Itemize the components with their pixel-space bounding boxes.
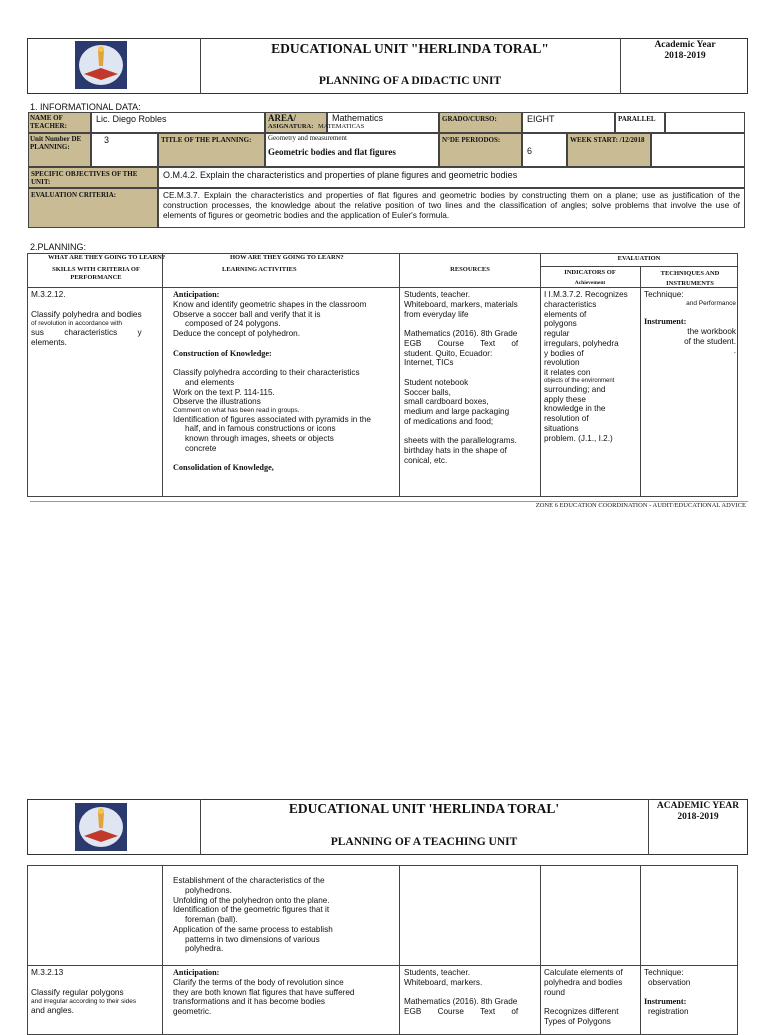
activity-line: Observe a soccer ball and verify that it is <box>173 309 321 319</box>
activity-line: patterns in two dimensions of various <box>185 934 320 944</box>
resource-line: from everyday life <box>404 309 469 319</box>
school-logo-icon <box>74 802 152 850</box>
indicator-line: elements of <box>544 309 587 319</box>
skills-cell <box>31 968 159 1016</box>
resource-line: conical, etc. <box>404 455 448 465</box>
title-label: TITLE OF THE PLANNING: <box>158 133 265 167</box>
col-divider <box>399 865 400 1035</box>
activity-line: Identification of figures associated with pyramids in the <box>173 414 371 424</box>
resource-line: of medications and food; <box>404 416 494 426</box>
activity-line: foreman (ball). <box>185 915 238 924</box>
indicator-line: regular <box>544 329 570 338</box>
activity-line: known through images, sheets or objects <box>185 434 334 444</box>
skill-text: and angles. <box>31 1004 74 1015</box>
col-learn-question: WHAT ARE THEY GOING TO LEARN? <box>48 254 166 261</box>
activities-cell <box>173 968 395 1017</box>
resource-line: Mathematics (2016). 8th Grade <box>404 997 518 1007</box>
criteria-label: EVALUATION CRITERIA: <box>28 188 158 228</box>
info-section-title: 1. INFORMATIONAL DATA: <box>30 102 141 112</box>
resource-line: Students, teacher. <box>404 290 470 299</box>
instrument-heading: Instrument: <box>644 317 687 327</box>
col-how-question: HOW ARE THEY GOING TO LEARN? <box>230 254 344 261</box>
year-value: 2018-2019 <box>677 812 719 822</box>
resources-cell <box>404 968 540 1017</box>
indicator-spacer <box>544 997 640 1007</box>
resource-line: medium and large packaging <box>404 407 510 416</box>
resource-line: Soccer balls, <box>404 387 451 397</box>
indicator-line: resolution of <box>544 414 589 424</box>
skill-text: and irregular according to their sides <box>31 997 137 1005</box>
planning-section-title: 2.PLANNING: <box>30 242 87 252</box>
activity-line: geometric. <box>173 1007 212 1016</box>
skills-cell <box>31 290 159 348</box>
unit-subtitle: PLANNING OF A DIDACTIC UNIT <box>318 75 502 87</box>
activity-line: transformations and it has become bodies <box>173 997 326 1007</box>
resource-line: Mathematics (2016). 8th Grade <box>404 329 518 338</box>
activity-line: Clarify the terms of the body of revolution since <box>173 977 344 987</box>
indicator-line: apply these <box>544 394 586 404</box>
unit-value: 3 <box>91 133 158 167</box>
activity-line: Deduce the concept of polyhedron. <box>173 329 300 338</box>
indicator-line: situations <box>544 423 579 433</box>
indicator-line: Recognizes different <box>544 1007 619 1016</box>
technique-line: the workbook <box>687 326 736 336</box>
technique-line: registration <box>648 1007 689 1016</box>
col-divider <box>540 865 541 1035</box>
activity-line: Observe the illustrations <box>173 397 261 407</box>
indicator-line: it relates con <box>544 368 591 377</box>
techniques-cell <box>644 290 736 356</box>
col-skills: SKILLS WITH CRITERIA OF PERFORMANCE <box>52 266 140 282</box>
col-achievement: Achievement <box>574 280 606 286</box>
school-logo-icon <box>74 40 152 88</box>
criteria-text: CE.M.3.7. Explain the characteristics and properties of flat figures and geometric bodies by constructing them on a plane; use as justification of the construction processes, the knowledge about the relative position of two lines and the classification of angles; solve problems that involve the use of elements of figures or geometric bodies and the application of Euler's formula. <box>158 188 745 228</box>
col-divider <box>640 865 641 1035</box>
activity-line: they are both known flat figures that have suffered <box>173 987 355 997</box>
year-label: ACADEMIC YEAR <box>656 801 740 811</box>
unit-label: Unit Number DE PLANNING: <box>28 133 91 167</box>
activity-spacer <box>173 454 395 464</box>
activity-line: concrete <box>185 443 217 453</box>
col-resources: RESOURCES <box>450 266 490 273</box>
teacher-label: NAME OF TEACHER: <box>28 112 91 133</box>
skill-text: of revolution in accordance with <box>31 319 123 327</box>
resource-line: sheets with the parallelograms. <box>404 436 517 446</box>
area-value-es: MATEMATICAS <box>318 123 365 130</box>
week-label: WEEK START: /12/2018 <box>567 133 651 167</box>
indicator-line: polygons <box>544 319 577 329</box>
indicator-line: y bodies of <box>544 348 584 358</box>
resource-spacer <box>404 319 540 329</box>
grade-label: GRADO/CURSO: <box>439 112 522 133</box>
resource-line: Student notebook <box>404 377 469 387</box>
unit-subtitle: PLANNING OF A TEACHING UNIT <box>330 836 518 848</box>
activity-line: Classify polyhedra according to their characteristics <box>173 368 360 377</box>
skill-code: M.3.2.13 <box>31 967 64 977</box>
col-divider <box>162 253 163 497</box>
resources-cell <box>404 290 540 466</box>
header-divider <box>648 799 649 855</box>
col-divider <box>399 253 400 497</box>
resource-spacer <box>404 427 540 437</box>
technique-line: Technique: <box>644 968 684 977</box>
instrument-heading: Instrument: <box>644 997 687 1007</box>
activity-spacer <box>173 339 395 349</box>
indicator-line: I I.M.3.7.2. Recognizes <box>544 290 628 299</box>
planning-title: Geometric bodies and flat figures <box>268 147 396 157</box>
indicators-cell <box>544 968 640 1027</box>
indicator-line: Types of Polygons <box>544 1016 611 1026</box>
activities-cell <box>173 290 395 473</box>
resource-line: Internet, TICs <box>404 358 454 368</box>
activity-line: Establishment of the characteristics of the <box>173 876 325 885</box>
activity-line: Know and identify geometric shapes in the classroom <box>173 299 367 309</box>
technique-line: Technique: <box>644 290 684 299</box>
activity-line: polyhedra. <box>185 944 224 954</box>
technique-line: and Performance <box>686 299 736 307</box>
resource-spacer <box>404 988 540 998</box>
indicator-line: characteristics <box>544 299 597 309</box>
activity-line: half, and in famous constructions or icons <box>185 424 336 434</box>
week-value <box>651 133 745 167</box>
page-footer: ZONE 6 EDUCATION COORDINATION - AUDIT/EDUCATIONAL ADVICE <box>535 502 746 509</box>
year-value: 2018-2019 <box>664 51 706 61</box>
area-value: Mathematics <box>332 113 384 123</box>
consolidation-heading: Consolidation of Knowledge, <box>173 463 274 473</box>
skill-text: Classify regular polygons <box>31 986 124 997</box>
objectives-label: SPECIFIC OBJECTIVES OF THE UNIT: <box>28 167 158 188</box>
parallel-value <box>665 112 745 133</box>
resource-line: Whiteboard, markers. <box>404 977 483 987</box>
activity-line: Work on the text P. 114-115. <box>173 387 275 397</box>
indicator-line: objects of the environment <box>544 377 615 384</box>
skill-text: sus characteristics y <box>31 326 142 337</box>
activity-line: polyhedrons. <box>185 885 232 895</box>
indicator-line: round <box>544 987 565 997</box>
indicator-line: knowledge in the <box>544 404 606 414</box>
skill-text: Classify polyhedra and bodies <box>31 308 142 319</box>
school-title: EDUCATIONAL UNIT "HERLINDA TORAL" <box>271 41 549 56</box>
resource-line: small cardboard boxes, <box>404 397 489 407</box>
header-divider <box>620 38 621 94</box>
resource-line: birthday hats in the shape of <box>404 446 507 455</box>
teacher-value: Lic. Diego Robles <box>91 112 265 133</box>
row-divider <box>27 965 738 966</box>
activity-line: Identification of the geometric figures that it <box>173 905 330 915</box>
resource-spacer <box>404 368 540 378</box>
technique-line: observation <box>648 977 691 987</box>
resource-line: EGB Course Text of <box>404 338 519 348</box>
school-title: EDUCATIONAL UNIT 'HERLINDA TORAL' <box>288 801 560 816</box>
col-divider <box>640 266 641 497</box>
techniques-cell <box>644 968 736 1017</box>
indicator-line: revolution <box>544 358 580 368</box>
year-label: Academic Year <box>654 40 716 50</box>
grade-value: EIGHT <box>522 112 615 133</box>
indicator-line: Calculate elements of <box>544 968 623 977</box>
technique-spacer <box>644 988 736 998</box>
area-label2: ASIGNATURA: <box>268 123 314 130</box>
anticipation-heading: Anticipation: <box>173 968 220 977</box>
indicator-line: problem. (J.1., I.2.) <box>544 433 613 443</box>
skill-text: elements. <box>31 336 67 347</box>
resource-line: Whiteboard, markers, materials <box>404 299 518 309</box>
technique-spacer <box>644 307 736 317</box>
construction-heading: Construction of Knowledge: <box>173 348 272 358</box>
col-divider <box>162 865 163 1035</box>
resource-line: student. Quito, Ecuador: <box>404 348 493 358</box>
skill-code: M.3.2.12. <box>31 289 66 299</box>
activities-continued <box>173 876 395 954</box>
objectives-text: O.M.4.2. Explain the characteristics and properties of plane figures and geometric bodies <box>158 167 745 188</box>
activity-line: Comment on what has been read in groups. <box>173 407 300 414</box>
row-divider <box>27 287 738 288</box>
col-divider <box>540 253 541 497</box>
technique-line: of the student. <box>684 336 736 346</box>
area-label: AREA/ <box>268 113 297 123</box>
resource-line: EGB Course Text of <box>404 1007 519 1016</box>
parallel-label: PARALLEL <box>615 112 665 133</box>
activity-line: composed of 24 polygons. <box>185 319 281 329</box>
technique-line: . <box>733 346 736 356</box>
anticipation-heading: Anticipation: <box>173 290 220 299</box>
activity-line: Application of the same process to establish <box>173 924 333 934</box>
block-name: Geometry and measurement <box>268 134 347 142</box>
col-activities: LEARNING ACTIVITIES <box>222 266 297 273</box>
periods-value: 6 <box>522 133 567 167</box>
col-indicators: INDICATORS OF <box>564 269 616 276</box>
indicator-line: irregulars, polyhedra <box>544 338 619 348</box>
resource-line: Students, teacher. <box>404 968 470 977</box>
activity-spacer <box>173 358 395 368</box>
indicator-line: polyhedra and bodies <box>544 977 623 987</box>
col-techniques: TECHNIQUES AND INSTRUMENTS <box>660 270 720 288</box>
indicators-cell <box>544 290 640 443</box>
activity-line: Unfolding of the polyhedron onto the plane. <box>173 895 330 905</box>
indicator-line: surrounding; and <box>544 384 606 394</box>
row-divider <box>540 266 738 267</box>
col-evaluation: EVALUATION <box>617 255 661 262</box>
activity-line: and elements <box>185 377 235 387</box>
periods-label: N°DE PERIODOS: <box>439 133 522 167</box>
